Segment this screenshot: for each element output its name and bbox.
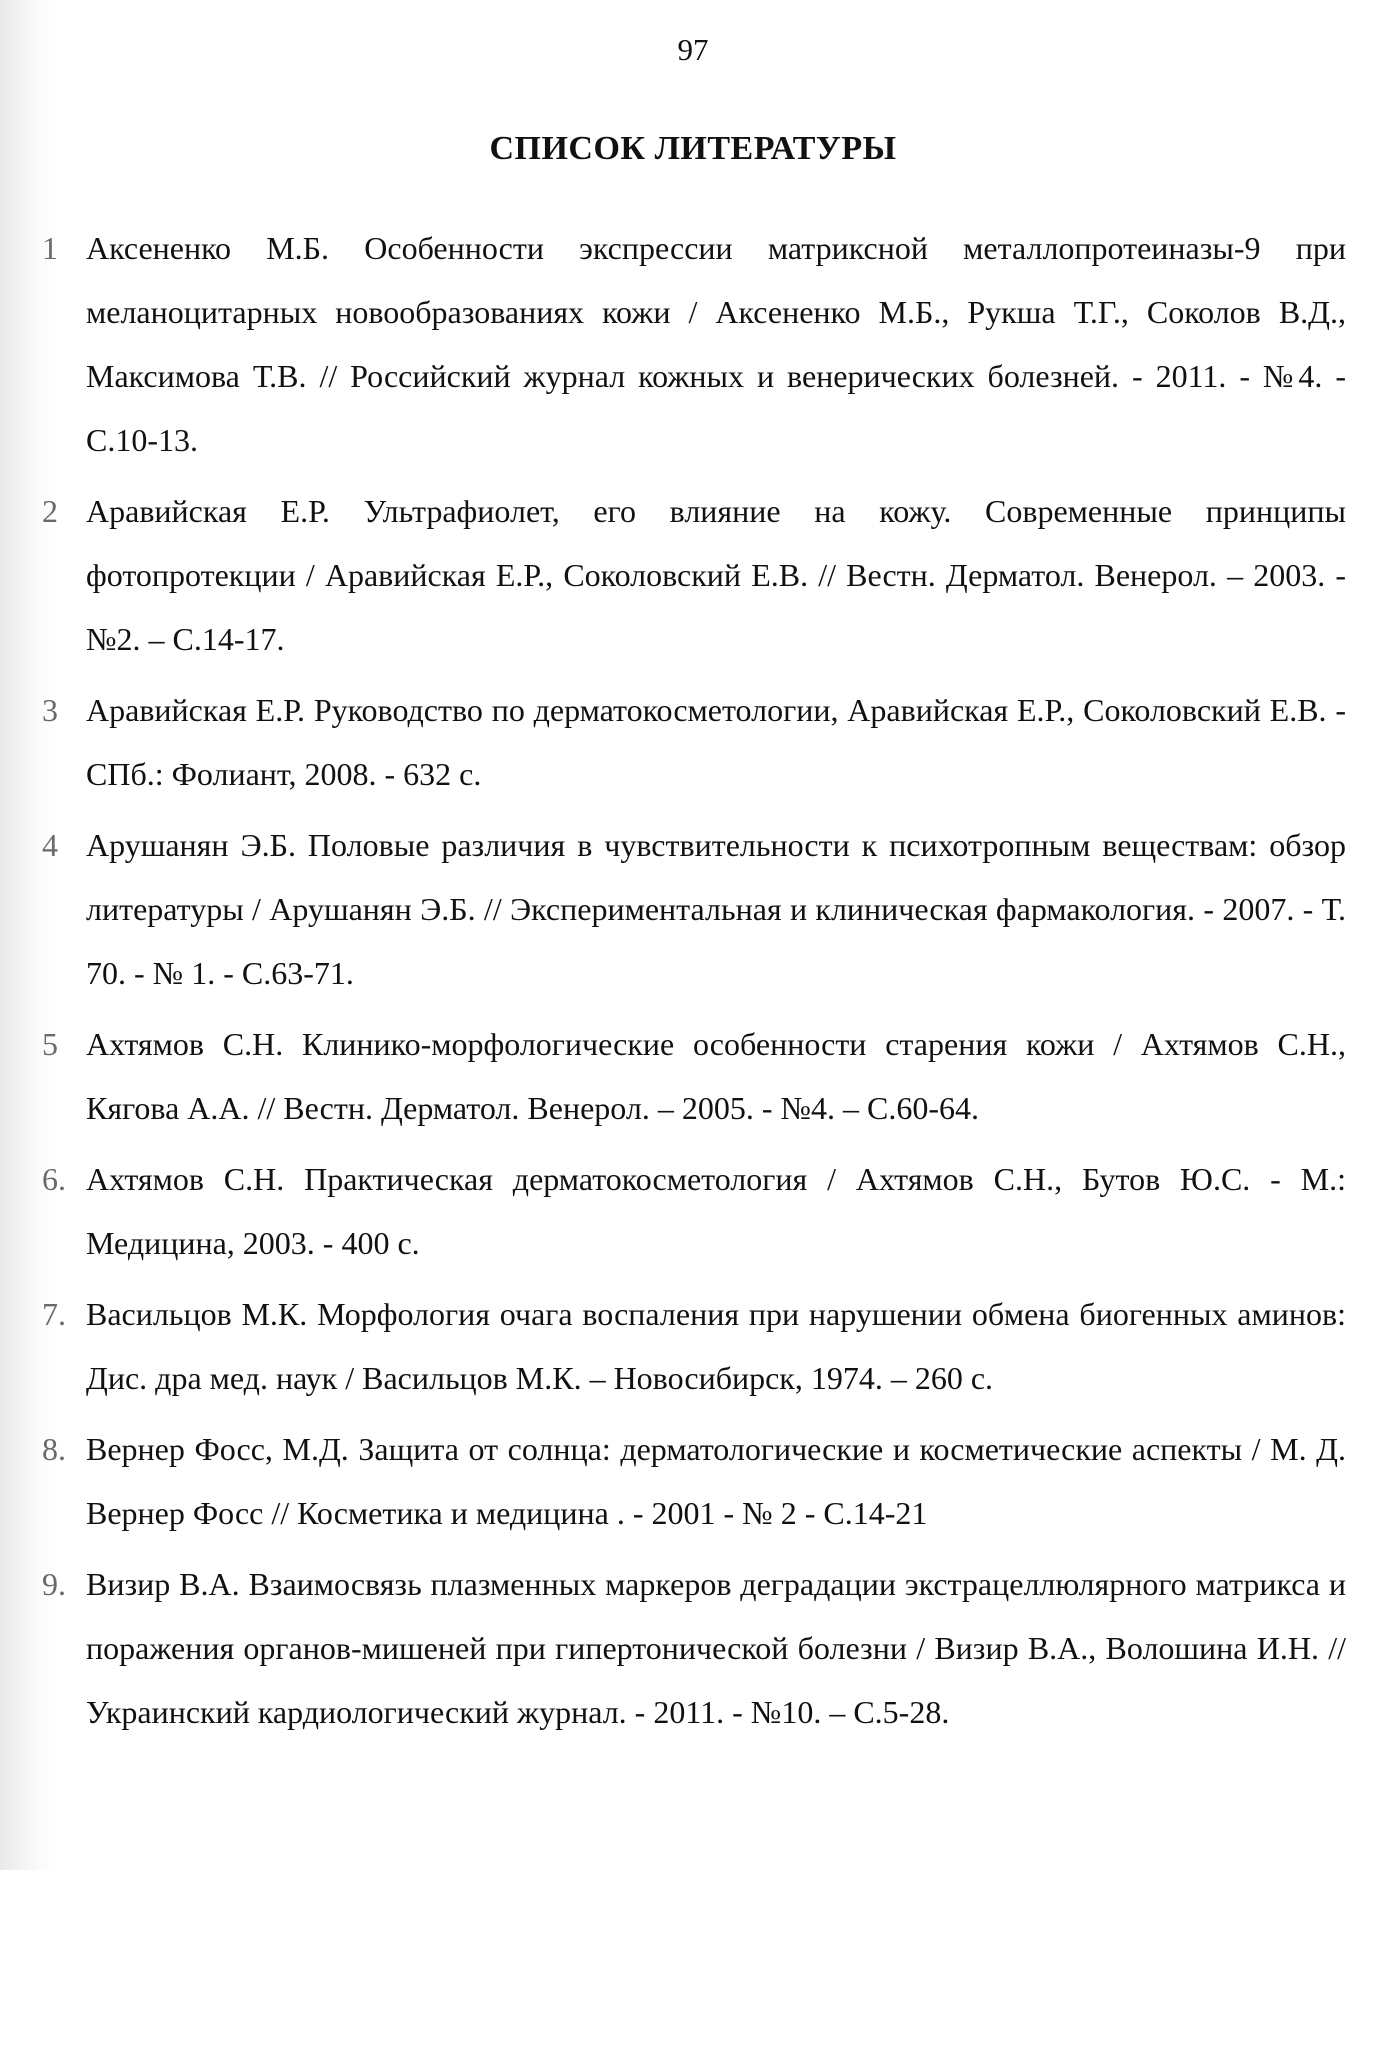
reference-text: Аравийская Е.Р. Руководство по дерматокосметологии, Аравийская Е.Р., Соколовский Е.В. - СПб.: Фолиант, 2008. - 632 с.: [86, 692, 1346, 792]
reference-text: Ахтямов С.Н. Практическая дерматокосметология / Ахтямов С.Н., Бутов Ю.С. - М.: Медицина, 2003. - 400 с.: [86, 1161, 1346, 1261]
reference-item-3: [0, 678, 1386, 806]
reference-text: Аксененко М.Б. Особенности экспрессии матриксной металлопротеиназы-9 при меланоцитарных новообразованиях кожи / Аксененко М.Б., Рукша Т.Г., Соколов В.Д., Максимова Т.В. // Российский журнал кожных и венерических болезней. - 2011. - №4. - С.10-13.: [86, 230, 1346, 458]
reference-number: 3: [42, 692, 58, 728]
reference-item-2: [0, 479, 1386, 671]
reference-list: [0, 216, 1386, 1751]
reference-number: 1: [42, 230, 58, 266]
reference-item-6: [0, 1147, 1386, 1275]
reference-text: Аравийская Е.Р. Ультрафиолет, его влияние на кожу. Современные принципы фотопротекции / Аравийская Е.Р., Соколовский Е.В. // Вестн. Дерматол. Венерол. – 2003. - №2. – С.14-17.: [86, 493, 1346, 657]
reference-text: Вернер Фосс, М.Д. Защита от солнца: дерматологические и косметические аспекты / М. Д. Вернер Фосс // Косметика и медицина . - 2001 - № 2 - С.14-21: [86, 1431, 1346, 1531]
reference-item-8: [0, 1417, 1386, 1545]
reference-number: 2: [42, 493, 58, 529]
reference-item-5: [0, 1012, 1386, 1140]
reference-text: Визир В.А. Взаимосвязь плазменных маркеров деградации экстрацеллюлярного матрикса и поражения органов-мишеней при гипертонической болезни / Визир В.А., Волошина И.Н. // Украинский кардиологический журнал. - 2011. - №10. – С.5-28.: [86, 1566, 1346, 1730]
reference-number: 9.: [42, 1566, 66, 1602]
reference-number: 4: [42, 827, 58, 863]
reference-number: 5: [42, 1026, 58, 1062]
page-number: 97: [677, 32, 709, 67]
reference-number: 8.: [42, 1431, 66, 1467]
reference-item-9: [0, 1552, 1386, 1744]
page-title: СПИСОК ЛИТЕРАТУРЫ: [489, 129, 897, 167]
reference-text: Ахтямов С.Н. Клинико-морфологические особенности старения кожи / Ахтямов С.Н., Кягова А.А. // Вестн. Дерматол. Венерол. – 2005. - №4. – С.60-64.: [86, 1026, 1346, 1126]
reference-item-4: [0, 813, 1386, 1005]
reference-number: 7.: [42, 1296, 66, 1332]
reference-text: Арушанян Э.Б. Половые различия в чувствительности к психотропным веществам: обзор литературы / Арушанян Э.Б. // Экспериментальная и клиническая фармакология. - 2007. - Т. 70. - № 1. - С.63-71.: [86, 827, 1346, 991]
reference-number: 6.: [42, 1161, 66, 1197]
reference-text: Васильцов М.К. Морфология очага воспаления при нарушении обмена биогенных аминов: Дис. дра мед. наук / Васильцов М.К. – Новосибирск, 1974. – 260 с.: [86, 1296, 1346, 1396]
reference-item-7: [0, 1282, 1386, 1410]
reference-item-1: [0, 216, 1386, 472]
